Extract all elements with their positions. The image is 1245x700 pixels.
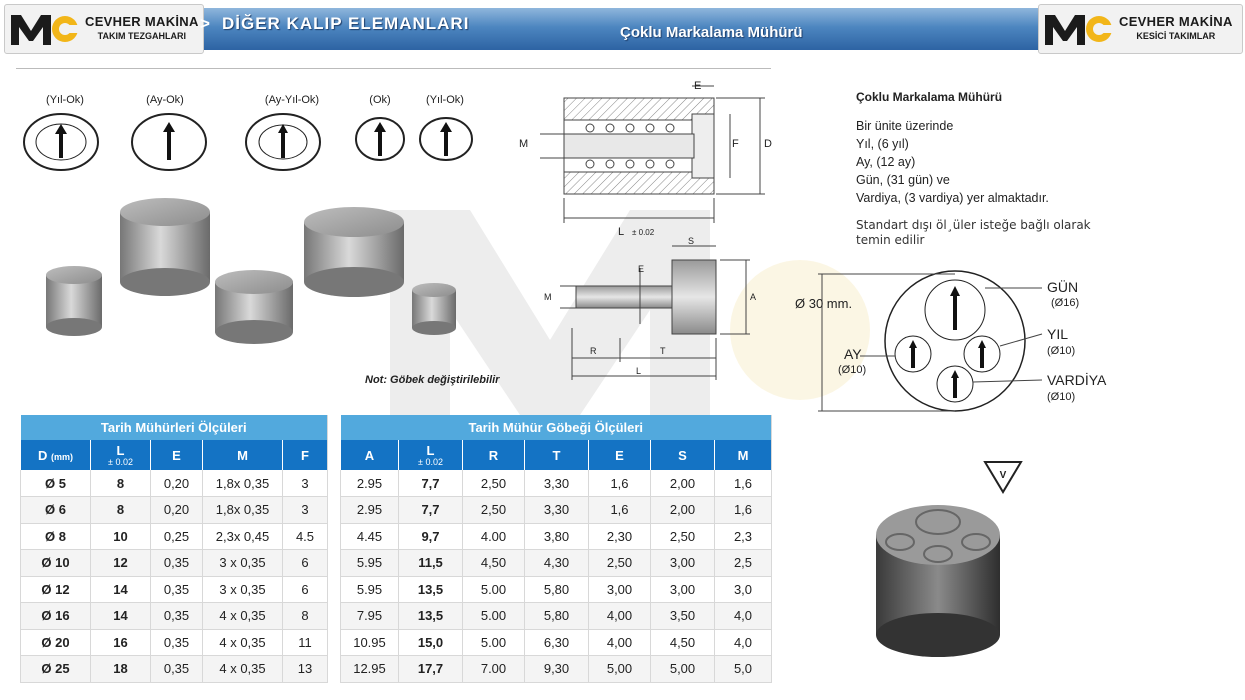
table-cell: 3,30: [525, 497, 589, 524]
table-row: [21, 523, 328, 550]
table-cell: 2,00: [651, 470, 715, 497]
dim-m-label: M: [519, 138, 529, 150]
table-cell: 3: [283, 470, 328, 497]
table-cell: 6,30: [525, 629, 589, 656]
table-cell: Ø 25: [21, 656, 91, 683]
section-title: DİĞER KALIP ELEMANLARI: [222, 14, 470, 33]
table-cell: 13,5: [399, 576, 463, 603]
custom-note: temin edilir: [856, 233, 925, 247]
vardiya-diameter: (Ø10): [1047, 391, 1076, 403]
table-cell: 4 x 0,35: [203, 656, 283, 683]
stamp-label: (Ay-Yıl-Ok): [264, 94, 320, 106]
info-title: Çoklu Markalama Mühürü: [856, 90, 1003, 104]
column-header: M: [715, 440, 772, 470]
column-header: S: [651, 440, 715, 470]
table-cell: 18: [91, 656, 151, 683]
stamp-label: (Yıl-Ok): [426, 94, 464, 106]
product-photo: [40, 190, 470, 360]
table-cell: 0,35: [151, 550, 203, 577]
table-cell: 0,35: [151, 629, 203, 656]
vardiya-label: VARDİYA: [1047, 372, 1107, 388]
table-cell: 11: [283, 629, 328, 656]
stamp-label: (Yıl-Ok): [46, 94, 84, 106]
table-row: [341, 523, 772, 550]
table-cell: 4,0: [715, 629, 772, 656]
table-cell: Ø 5: [21, 470, 91, 497]
table-cell: 4.00: [463, 523, 525, 550]
dim-l-tolerance: ± 0.02: [632, 228, 655, 237]
table-cell: 3 x 0,35: [203, 550, 283, 577]
dim-s-label: S: [688, 236, 695, 246]
table-cell: 1,6: [589, 470, 651, 497]
column-header: L ± 0.02: [399, 440, 463, 470]
table-cell: Ø 6: [21, 497, 91, 524]
table-cell: 4,0: [715, 603, 772, 630]
table-cell: 1,8x 0,35: [203, 497, 283, 524]
svg-text:V: V: [999, 470, 1007, 481]
table-cell: 0,25: [151, 523, 203, 550]
table-cell: 6: [283, 550, 328, 577]
table-cell: Ø 12: [21, 576, 91, 603]
table-cell: 13,5: [399, 603, 463, 630]
photo-note: Not: Göbek değiştirilebilir: [365, 374, 500, 386]
table-row: [21, 576, 328, 603]
table-cell: 5.95: [341, 576, 399, 603]
table-caption: Tarih Mühür Göbeği Ölçüleri: [341, 415, 772, 440]
table-cell: 8: [91, 470, 151, 497]
table-cell: 12: [91, 550, 151, 577]
table-cell: 0,20: [151, 497, 203, 524]
ay-label: AY: [844, 346, 862, 362]
table-row: [341, 629, 772, 656]
table-cell: 8: [283, 603, 328, 630]
table-cell: 2.95: [341, 497, 399, 524]
dim-e-label: E: [694, 80, 702, 92]
info-line: Bir ünite üzerinde: [856, 119, 954, 133]
table-cell: 7,7: [399, 497, 463, 524]
diameter-label: Ø 30 mm.: [795, 296, 853, 311]
table-cell: 12.95: [341, 656, 399, 683]
table-cell: 4,50: [463, 550, 525, 577]
stamp-label: (Ok): [369, 94, 391, 106]
gun-label: GÜN: [1047, 279, 1079, 295]
month-year-arrow-stamp-icon: [244, 112, 322, 172]
table-cell: 14: [91, 576, 151, 603]
table-cell: 0,35: [151, 656, 203, 683]
table-row: [21, 603, 328, 630]
table-cell: 3,30: [525, 470, 589, 497]
table-caption: Tarih Mühürleri Ölçüleri: [21, 415, 328, 440]
table-cell: 4 x 0,35: [203, 603, 283, 630]
brand-name: CEVHER MAKİNA: [1119, 14, 1233, 29]
table-cell: 9,30: [525, 656, 589, 683]
table-cell: 4,30: [525, 550, 589, 577]
table-cell: Ø 20: [21, 629, 91, 656]
table-cell: 5,00: [589, 656, 651, 683]
table-cell: 4.5: [283, 523, 328, 550]
table-cell: 1,6: [715, 470, 772, 497]
table-row: [341, 550, 772, 577]
table-cell: 5,80: [525, 603, 589, 630]
column-header: A: [341, 440, 399, 470]
brand-subtitle: TAKIM TEZGAHLARI: [97, 31, 186, 41]
multi-stamp-photo: [870, 480, 1010, 660]
table-cell: 7,7: [399, 470, 463, 497]
table-cell: 4,00: [589, 629, 651, 656]
table-cell: 16: [91, 629, 151, 656]
table-cell: 5.95: [341, 550, 399, 577]
table-cell: 2,50: [463, 497, 525, 524]
table-cell: 3 x 0,35: [203, 576, 283, 603]
stamp-label: (Ay-Ok): [146, 94, 184, 106]
table-cell: 3: [283, 497, 328, 524]
info-line: Vardiya, (3 vardiya) yer almaktadır.: [856, 191, 1049, 205]
brand-name: CEVHER MAKİNA: [85, 14, 199, 29]
table-cell: 2,5: [715, 550, 772, 577]
cevher-logo-icon: [9, 9, 81, 49]
chevron-right-icon: >: [200, 14, 210, 33]
dim-a-label: A: [750, 292, 757, 302]
table-cell: 1,8x 0,35: [203, 470, 283, 497]
table-cell: 11,5: [399, 550, 463, 577]
table-row: [341, 470, 772, 497]
table-row: [341, 656, 772, 683]
table-cell: 10.95: [341, 629, 399, 656]
table-cell: 13: [283, 656, 328, 683]
table-cell: 8: [91, 497, 151, 524]
dim-m-label: M: [544, 292, 552, 302]
dim-t-label: T: [660, 346, 666, 356]
yil-label: YIL: [1047, 326, 1069, 342]
info-line: Yıl, (6 yıl): [856, 137, 909, 151]
column-header: F: [283, 440, 328, 470]
table-cell: 2,3: [715, 523, 772, 550]
section-drawing: [520, 78, 790, 243]
table-cell: 5.00: [463, 629, 525, 656]
dim-l-label: L: [636, 366, 642, 376]
gun-diameter: (Ø16): [1051, 297, 1080, 309]
info-line: Ay, (12 ay): [856, 155, 916, 169]
table-cell: 7.95: [341, 603, 399, 630]
table-cell: 10: [91, 523, 151, 550]
table-row: [21, 497, 328, 524]
dim-r-label: R: [590, 346, 597, 356]
table-cell: 3,00: [589, 576, 651, 603]
table-cell: 0,35: [151, 603, 203, 630]
dim-d-label: D: [764, 138, 772, 150]
table-row: [21, 550, 328, 577]
table-cell: 4,50: [651, 629, 715, 656]
column-header: E: [151, 440, 203, 470]
column-header: L ± 0.02: [91, 440, 151, 470]
table-cell: 5,80: [525, 576, 589, 603]
table-cell: 15,0: [399, 629, 463, 656]
brand-left[interactable]: [4, 4, 204, 54]
table-cell: 4.45: [341, 523, 399, 550]
table-cell: 2,30: [589, 523, 651, 550]
ay-diameter: (Ø10): [838, 364, 867, 376]
brand-subtitle: KESİCİ TAKIMLAR: [1136, 31, 1216, 41]
page-title: Çoklu Markalama Mühürü: [620, 24, 803, 41]
table-cell: Ø 16: [21, 603, 91, 630]
table-row: [341, 603, 772, 630]
multi-stamp-layout: [810, 266, 1070, 416]
stamp-holder-table: [340, 415, 772, 683]
custom-note: Standart dışı öl¸üler isteğe bağlı olarak: [856, 218, 1091, 232]
column-header: E: [589, 440, 651, 470]
table-cell: 9,7: [399, 523, 463, 550]
column-header: R: [463, 440, 525, 470]
table-cell: 5.00: [463, 603, 525, 630]
table-cell: Ø 10: [21, 550, 91, 577]
year-arrow-small-stamp-icon: [418, 116, 474, 162]
table-cell: 2,00: [651, 497, 715, 524]
table-cell: 1,6: [589, 497, 651, 524]
table-cell: 2.95: [341, 470, 399, 497]
table-cell: 6: [283, 576, 328, 603]
brand-right[interactable]: [1038, 4, 1243, 54]
year-arrow-stamp-icon: [22, 112, 100, 172]
cevher-logo-icon: [1043, 9, 1115, 49]
table-cell: Ø 8: [21, 523, 91, 550]
table-cell: 5,0: [715, 656, 772, 683]
column-header: D (mm): [21, 440, 91, 470]
table-cell: 3,00: [651, 550, 715, 577]
table-row: [341, 576, 772, 603]
table-cell: 2,50: [651, 523, 715, 550]
page-header: [0, 0, 1245, 58]
yil-diameter: (Ø10): [1047, 345, 1076, 357]
table-cell: 2,3x 0,45: [203, 523, 283, 550]
month-arrow-stamp-icon: [130, 112, 208, 172]
column-header: M: [203, 440, 283, 470]
table-cell: 0,20: [151, 470, 203, 497]
dim-f-label: F: [732, 138, 739, 150]
table-cell: 17,7: [399, 656, 463, 683]
table-cell: 1,6: [715, 497, 772, 524]
holder-drawing: [530, 238, 770, 384]
table-cell: 14: [91, 603, 151, 630]
table-cell: 7.00: [463, 656, 525, 683]
table-cell: 3,0: [715, 576, 772, 603]
table-row: [341, 497, 772, 524]
arrow-stamp-icon: [354, 116, 406, 162]
table-row: [21, 629, 328, 656]
table-cell: 4,00: [589, 603, 651, 630]
column-header: T: [525, 440, 589, 470]
table-row: [21, 656, 328, 683]
info-line: Gün, (31 gün) ve: [856, 173, 950, 187]
table-cell: 3,80: [525, 523, 589, 550]
table-row: [21, 470, 328, 497]
table-cell: 3,00: [651, 576, 715, 603]
table-cell: 0,35: [151, 576, 203, 603]
table-cell: 5.00: [463, 576, 525, 603]
dim-e-label: E: [638, 264, 645, 274]
table-cell: 4 x 0,35: [203, 629, 283, 656]
table-cell: 2,50: [589, 550, 651, 577]
divider: [16, 68, 771, 69]
table-cell: 3,50: [651, 603, 715, 630]
dim-l-label: L: [618, 226, 625, 238]
date-stamp-table: [20, 415, 328, 683]
table-cell: 2,50: [463, 470, 525, 497]
table-cell: 5,00: [651, 656, 715, 683]
